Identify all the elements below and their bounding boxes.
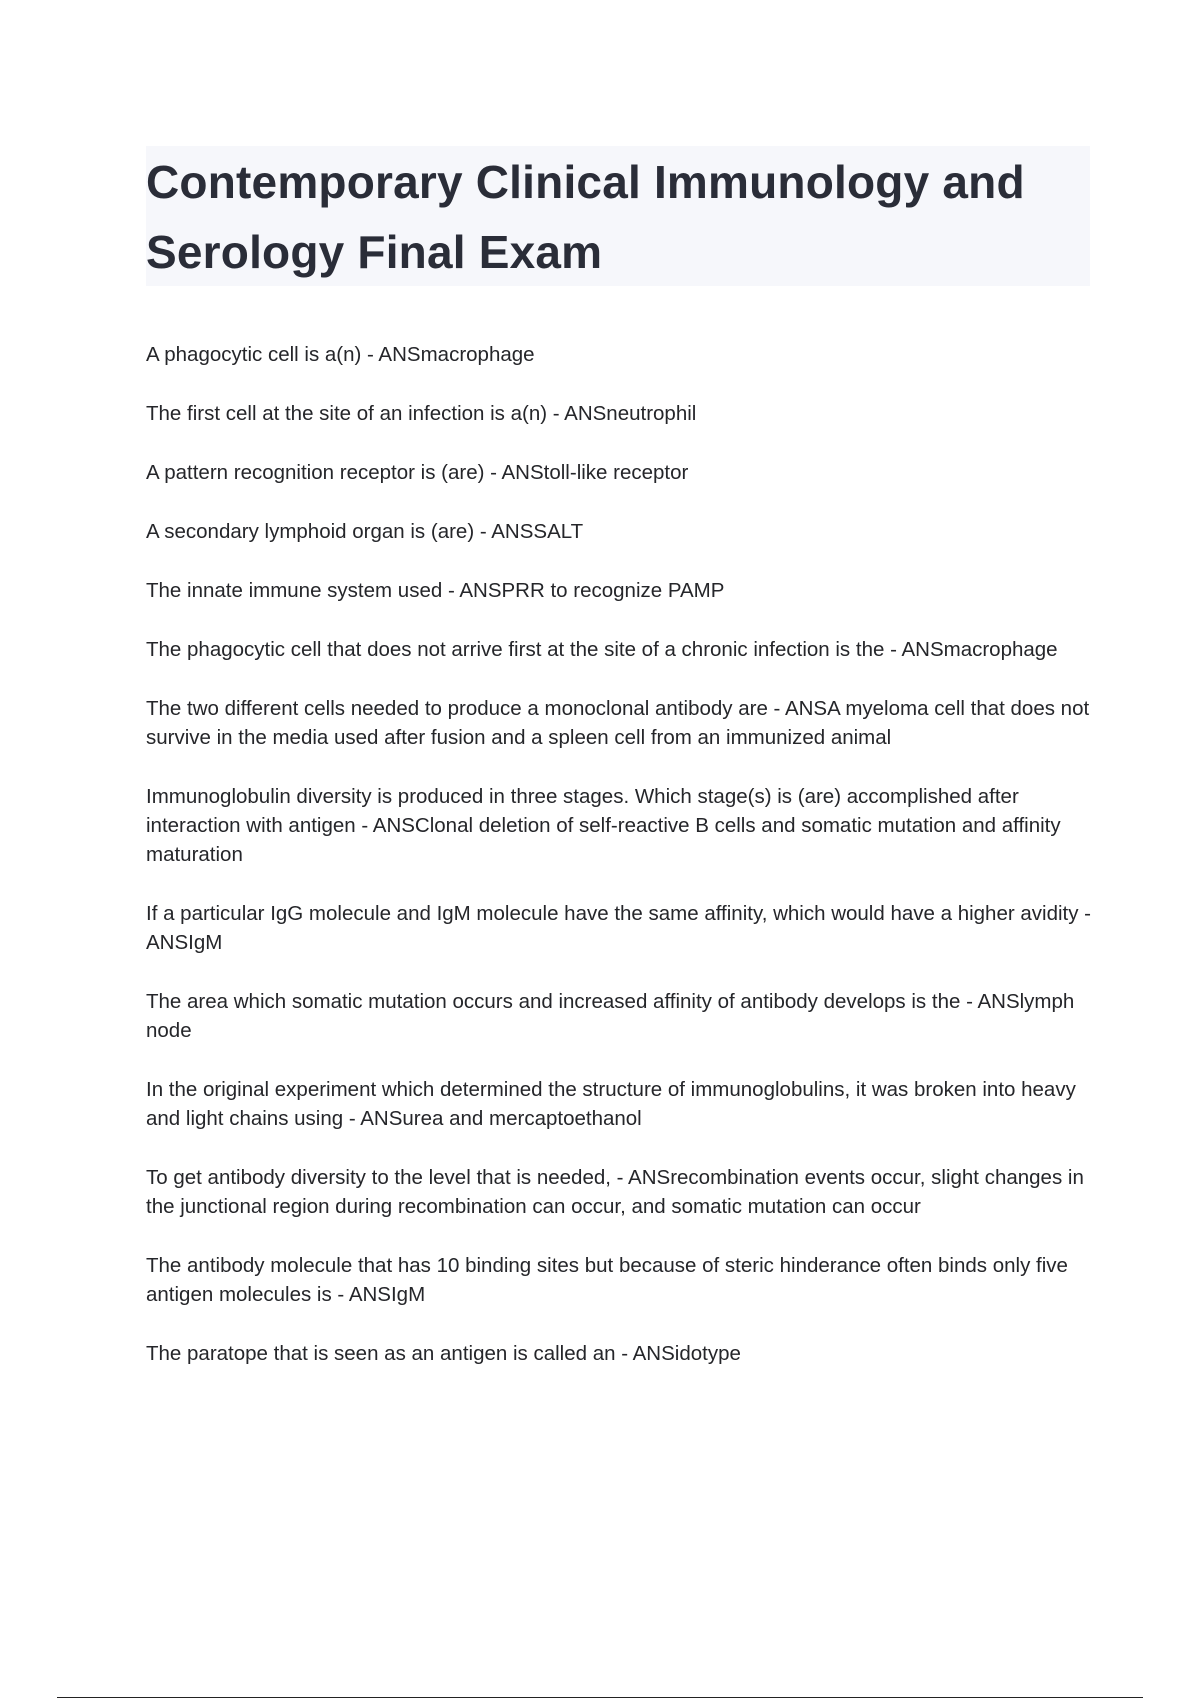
title-banner <box>146 146 1090 286</box>
qa-item: A pattern recognition receptor is (are) - ANStoll-like receptor <box>146 461 689 484</box>
qa-item: To get antibody diversity to the level that is needed, - ANSrecombination events occur, slight changes in the junctional region during recombination can occur, and somatic mutation can occur <box>146 1166 1084 1218</box>
qa-item: If a particular IgG molecule and IgM molecule have the same affinity, which would have a higher avidity - ANSIgM <box>146 902 1092 954</box>
qa-item: The innate immune system used - ANSPRR to recognize PAMP <box>146 579 725 602</box>
question-answer-list <box>146 340 1096 1398</box>
page-title: Contemporary Clinical Immunology and Serology Final Exam <box>146 156 1025 278</box>
qa-item: The area which somatic mutation occurs and increased affinity of antibody develops is the - ANSlymph node <box>146 990 1075 1042</box>
qa-item: In the original experiment which determined the structure of immunoglobulins, it was broken into heavy and light chains using - ANSurea and mercaptoethanol <box>146 1078 1076 1130</box>
footer-divider <box>57 1697 1143 1698</box>
qa-item: The phagocytic cell that does not arrive first at the site of a chronic infection is the - ANSmacrophage <box>146 638 1058 661</box>
qa-item: The two different cells needed to produce a monoclonal antibody are - ANSA myeloma cell that does not survive in the media used after fusion and a spleen cell from an immunized animal <box>146 697 1090 749</box>
qa-item: The paratope that is seen as an antigen is called an - ANSidotype <box>146 1342 741 1365</box>
qa-item: The antibody molecule that has 10 binding sites but because of steric hinderance often binds only five antigen molecules is - ANSIgM <box>146 1254 1068 1306</box>
qa-item: A phagocytic cell is a(n) - ANSmacrophage <box>146 343 535 366</box>
qa-item: A secondary lymphoid organ is (are) - ANSSALT <box>146 520 584 543</box>
qa-item: Immunoglobulin diversity is produced in three stages. Which stage(s) is (are) accomplished after interaction with antigen - ANSClonal deletion of self-reactive B cells and somatic mutation and affinity maturation <box>146 785 1061 866</box>
qa-item: The first cell at the site of an infection is a(n) - ANSneutrophil <box>146 402 697 425</box>
